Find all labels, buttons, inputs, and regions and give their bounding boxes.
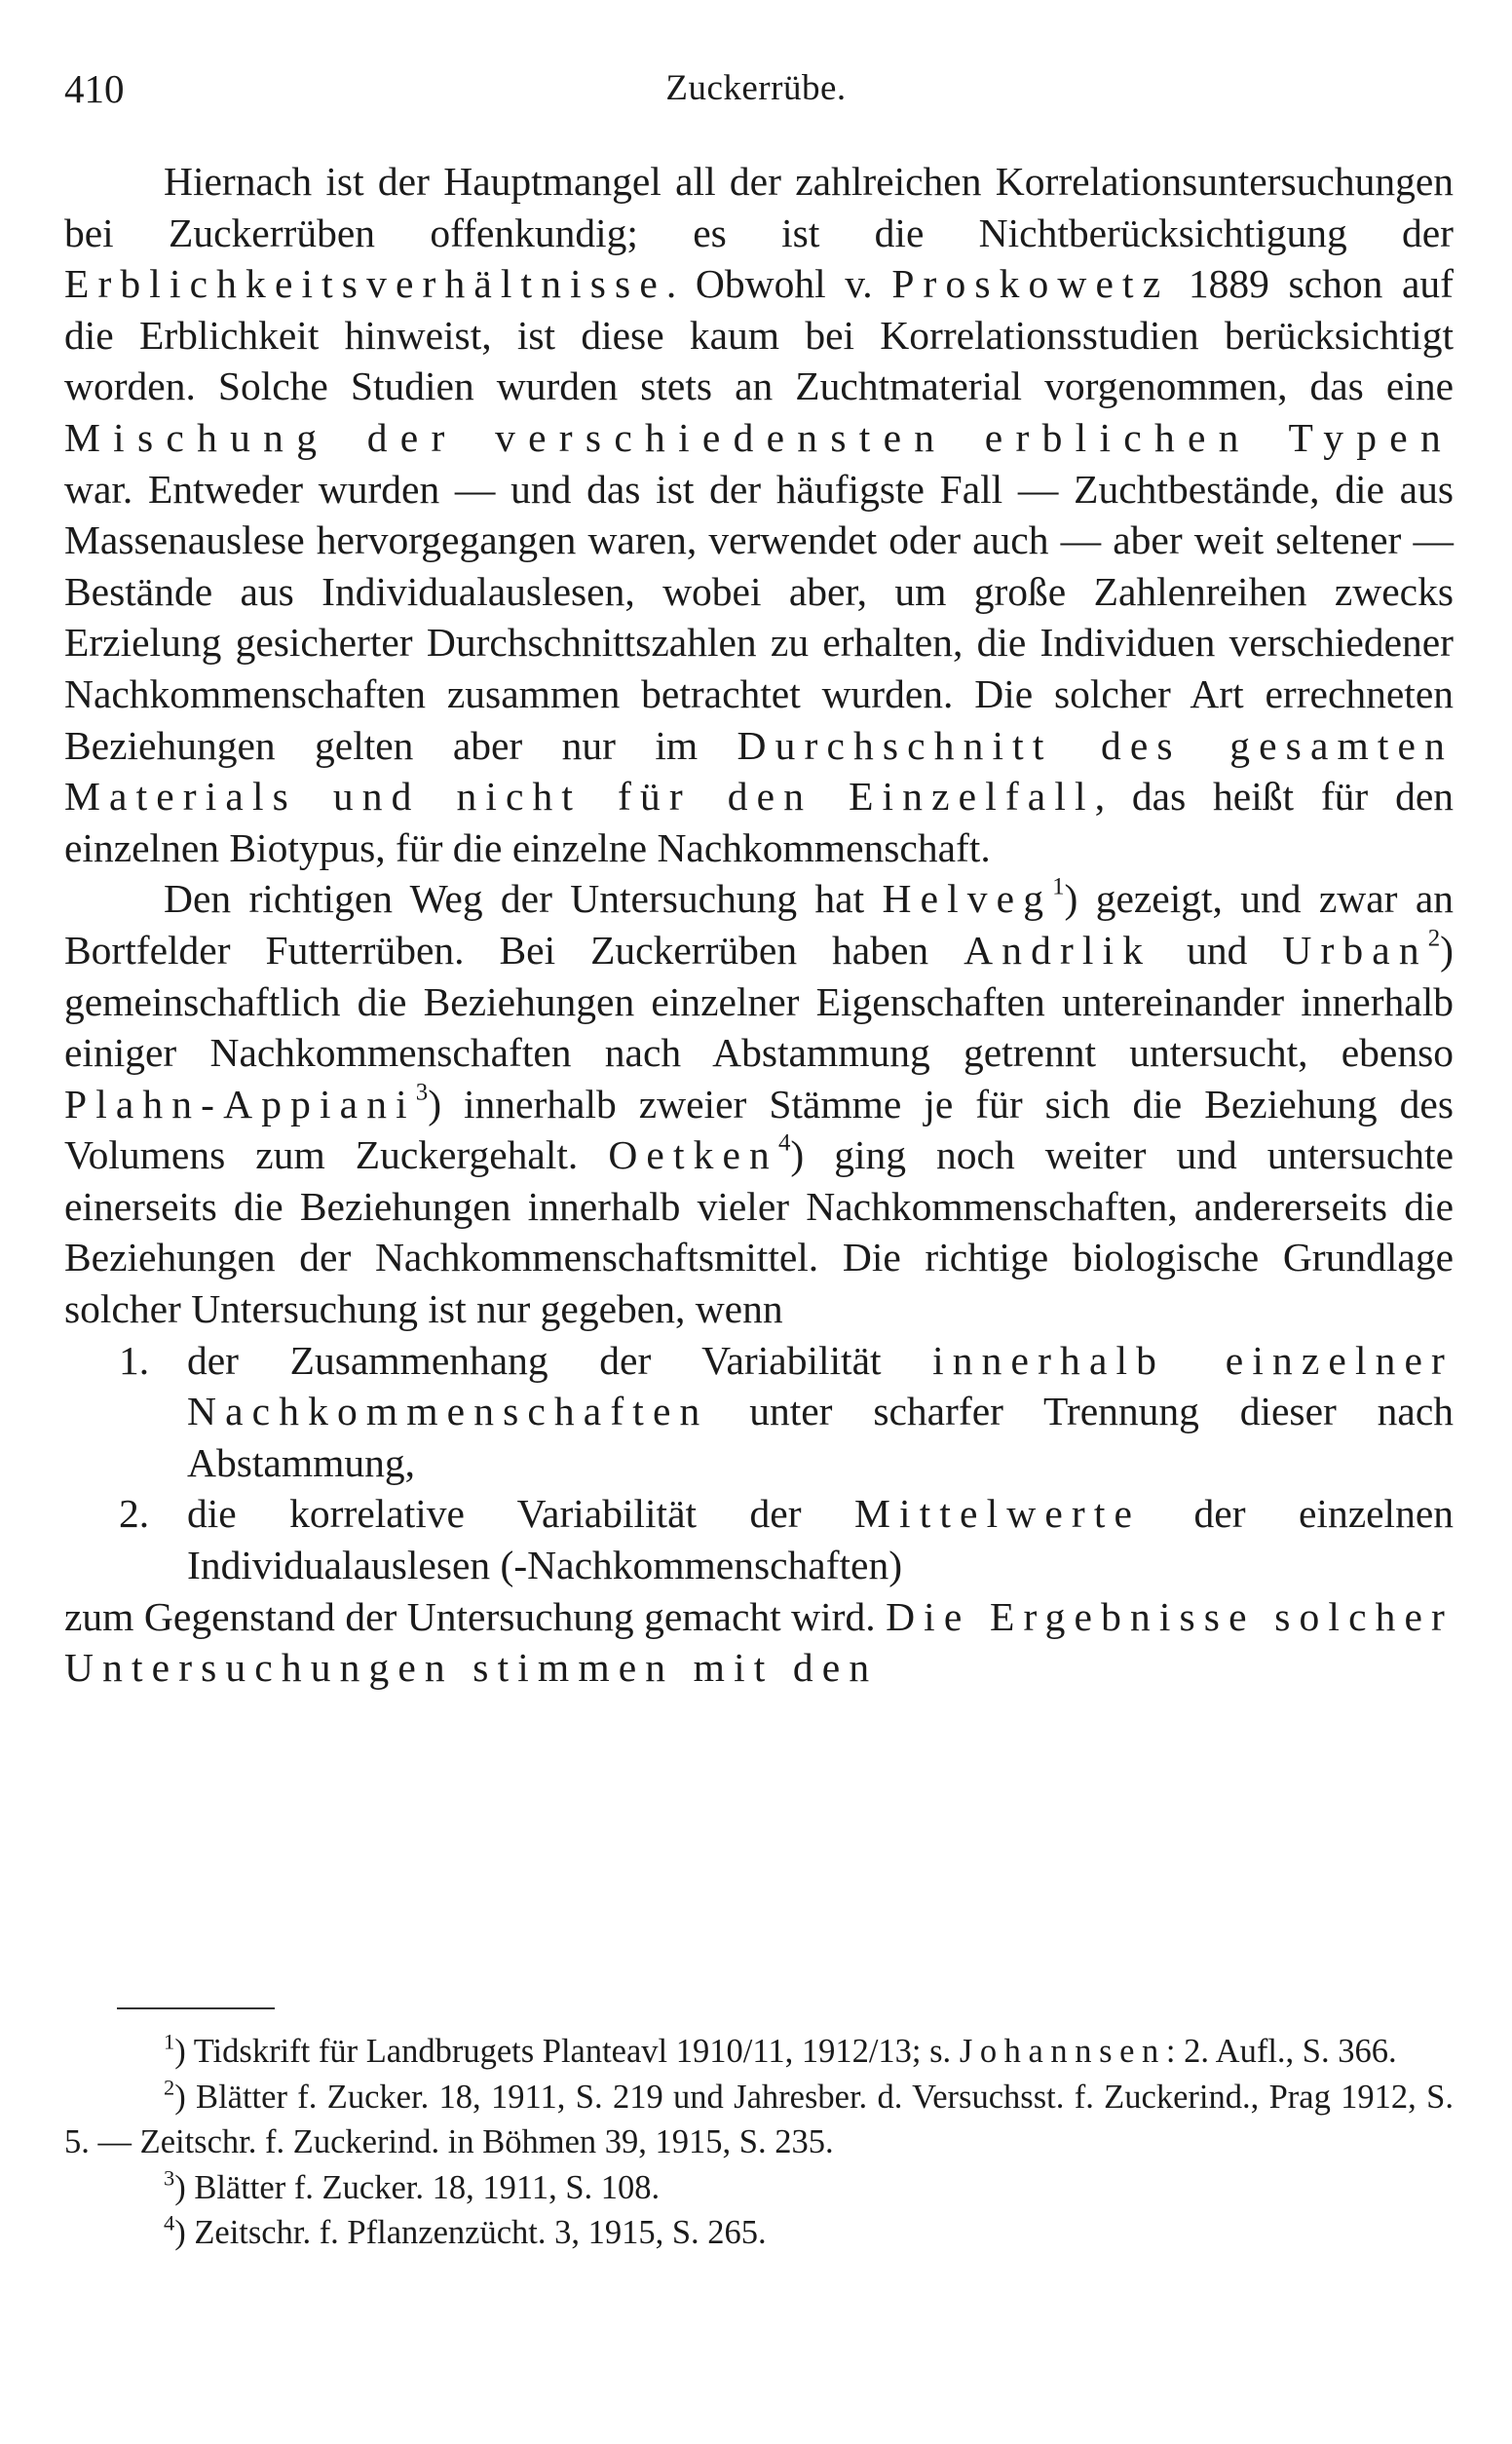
text-run: zum Gegenstand der Untersuchung gemacht wird. xyxy=(64,1593,887,1639)
emphasis-spaced: Mittelwerte xyxy=(854,1491,1142,1537)
footnote-marker: 3 xyxy=(164,2165,175,2191)
running-title: Zuckerrübe. xyxy=(665,68,847,108)
emphasis-spaced: Erblichkeitsverhältnisse xyxy=(64,261,666,307)
emphasis-spaced: Mischung der verschiedensten erblichen Typen xyxy=(64,414,1454,460)
text-run: ) Tidskrift für Landbrugets Planteavl 1910/11, 1912/13; s. xyxy=(174,2033,960,2070)
footnote-marker: 4 xyxy=(164,2210,175,2235)
footnote-ref: 2 xyxy=(1427,925,1441,952)
text-run: Hiernach ist der Hauptmangel all der zahlreichen Korrelationsuntersuchungen bei Zuckerrüben offenkundig; es ist die Nichtberücksichtigung der xyxy=(64,159,1454,255)
footnote-ref: 4 xyxy=(777,1129,791,1157)
text-run: : 2. Aufl., S. 366. xyxy=(1165,2033,1397,2070)
list-item xyxy=(64,1335,1454,1489)
text-run: und xyxy=(1152,927,1283,973)
text-run: unter scharfer Trennung dieser nach Abstammung, xyxy=(187,1389,1454,1485)
footnote-ref: 1 xyxy=(1052,873,1065,900)
text-run: ) Blätter f. Zucker. 18, 1911, S. 108. xyxy=(174,2168,661,2206)
footnote-rule xyxy=(117,2007,275,2009)
footnote xyxy=(64,2210,1454,2256)
author-name: Helveg xyxy=(882,876,1053,922)
text-run: ) innerhalb zweier Stämme je für sich die Beziehung des Volumens zum Zuckergehalt. xyxy=(64,1081,1454,1178)
text-run: der Zusammenhang der Variabilität xyxy=(187,1337,933,1383)
paragraph-1 xyxy=(64,156,1454,873)
text-run: ) Blätter f. Zucker. 18, 1911, S. 219 und Jahresber. d. Versuchsst. f. Zuckerind., Prag 1912, S. 5. — Zeitschr. f. Zuckerind. in Böhmen 39, 1915, S. 235. xyxy=(64,2078,1454,2161)
footnote-marker: 2 xyxy=(164,2075,175,2100)
list-item xyxy=(64,1488,1454,1590)
paragraph-3 xyxy=(64,1591,1454,1694)
author-name: Proskowetz xyxy=(891,261,1170,307)
text-run: der einzelnen Individualauslesen (-Nachkommenschaften) xyxy=(187,1491,1454,1588)
text-run: . Obwohl v. xyxy=(665,261,892,307)
footnote xyxy=(64,2165,1454,2211)
author-name: Plahn-Appiani xyxy=(64,1081,416,1127)
text-run: ) gemeinschaftlich die Beziehungen einzelner Eigenschaften untereinander innerhalb einiger Nachkommenschaften nach Abstammung getrennt untersucht, ebenso xyxy=(64,927,1454,1076)
text-run: ) Zeitschr. f. Pflanzenzücht. 3, 1915, S. 265. xyxy=(174,2214,767,2252)
text-run: Den richtigen Weg der Untersuchung hat xyxy=(164,876,883,922)
page-number: 410 xyxy=(64,66,125,111)
text-run: die korrelative Variabilität der xyxy=(187,1491,855,1537)
author-name: Oetken xyxy=(608,1132,778,1178)
footnote-ref: 3 xyxy=(415,1079,429,1106)
footnote-marker: 1 xyxy=(164,2029,175,2054)
page-header xyxy=(64,64,1448,113)
emphasis-spaced: Durchschnitt des gesamten Materials und nicht für den Einzelfall xyxy=(64,722,1454,820)
list-number: 1. xyxy=(119,1337,150,1383)
footnote xyxy=(64,2075,1454,2165)
text-run: 1889 schon auf die Erblichkeit hinweist, ist diese kaum bei Korrelationsstudien berücksichtigt worden. Solche Studien wurden stets an Zuchtmaterial vorgenommen, das eine xyxy=(64,261,1455,409)
emphasis-spaced: Die Ergebnisse solcher Untersuchungen stimmen mit den xyxy=(64,1593,1455,1691)
author-name: Urban xyxy=(1282,927,1428,973)
text-run: , das heißt für den einzelnen Biotypus, für die einzelne Nachkommenschaft. xyxy=(64,774,1455,870)
text-run: ) ging noch weiter und untersuchte einerseits die Beziehungen innerhalb vieler Nachkommenschaften, andererseits die Beziehungen der Nachkommenschaftsmittel. Die richtige biologische Grundlage solcher Untersuchung ist nur gegeben, wenn xyxy=(64,1132,1455,1332)
author-name: Andrlik xyxy=(964,927,1153,973)
footnote xyxy=(64,2029,1454,2075)
main-text xyxy=(64,156,1454,1694)
text-run: ) gezeigt, und zwar an Bortfelder Futterrüben. Bei Zuckerrüben haben xyxy=(64,876,1454,973)
author-name: Johannsen xyxy=(959,2033,1166,2070)
emphasis-spaced: innerhalb einzelner Nachkommenschaften xyxy=(187,1337,1455,1434)
text-run: war. Entweder wurden — und das ist der häufigste Fall — Zuchtbestände, die aus Massenauslese hervorgegangen waren, verwendet oder auch — aber weit seltener — Bestände aus Individualauslesen, wobei aber, um große Zahlenreihen zwecks Erzielung gesicherter Durchschnittszahlen zu erhalten, die Individuen verschiedener Nachkommenschaften zusammen betrachtet wurden. Die solcher Art errechneten Beziehungen gelten aber nur im xyxy=(64,466,1454,768)
footnotes xyxy=(64,2029,1454,2256)
paragraph-2 xyxy=(64,873,1454,1334)
list-number: 2. xyxy=(119,1491,150,1537)
